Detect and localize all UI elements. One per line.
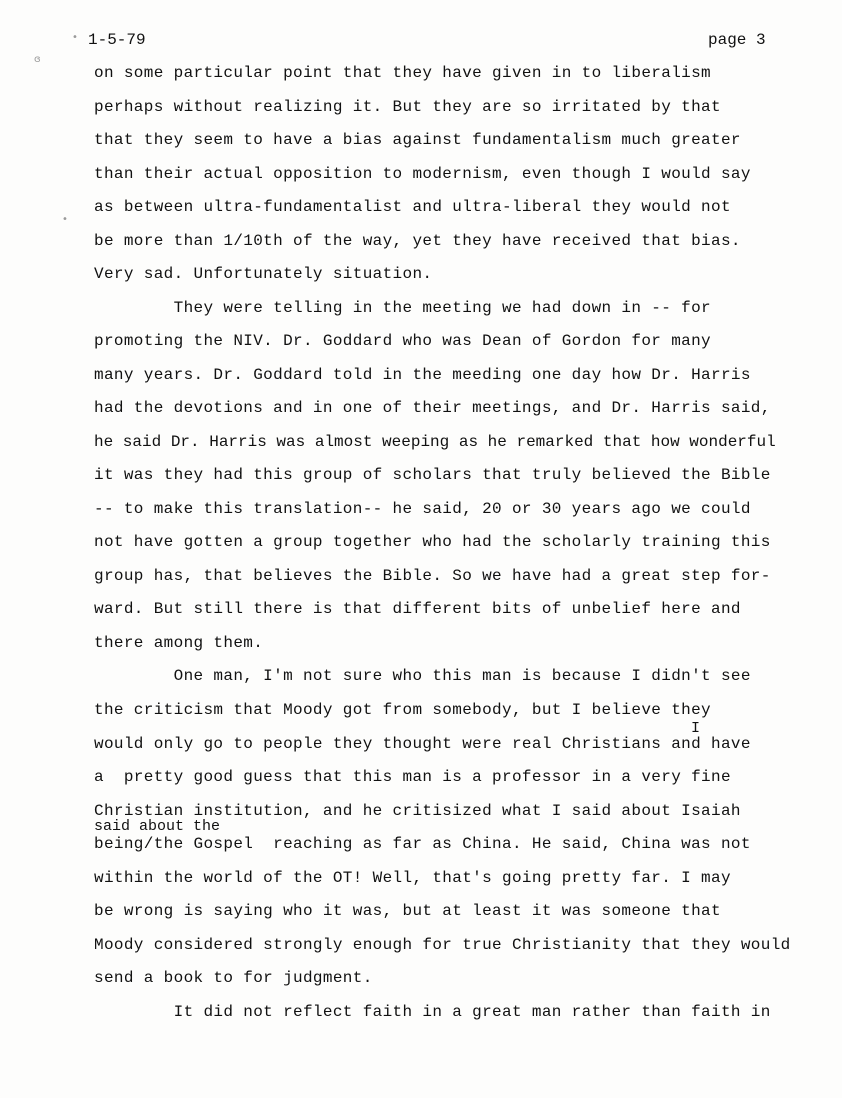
- margin-speck: ɞ: [34, 54, 41, 65]
- typed-insertion: said about the: [94, 818, 221, 835]
- text-line: perhaps without realizing it. But they are so irritated by that: [94, 98, 721, 116]
- paragraph-start-line: It did not reflect faith in a great man rather than faith in: [94, 1003, 771, 1021]
- text-line: be more than 1/10th of the way, yet they have received that bias.: [94, 232, 741, 250]
- margin-speck: •: [72, 32, 78, 43]
- text-line: Very sad. Unfortunately situation.: [94, 265, 433, 283]
- text-line: on some particular point that they have given in to liberalism: [94, 64, 711, 82]
- text-line: Moody considered strongly enough for true Christianity that they would: [94, 936, 791, 954]
- handwritten-insertion: I: [691, 720, 701, 737]
- document-date: 1-5-79: [88, 31, 146, 49]
- text-line: the criticism that Moody got from somebody, but I believe they: [94, 701, 711, 719]
- page-number: page 3: [708, 31, 766, 49]
- text-line: group has, that believes the Bible. So we have had a great step for-: [94, 567, 771, 585]
- text-line: a pretty good guess that this man is a professor in a very fine: [94, 768, 731, 786]
- text-line: it was they had this group of scholars that truly believed the Bible: [94, 466, 771, 484]
- text-line: send a book to for judgment.: [94, 969, 373, 987]
- text-line: there among them.: [94, 634, 264, 652]
- paragraph-start-line: One man, I'm not sure who this man is because I didn't see: [94, 667, 751, 685]
- text-line: had the devotions and in one of their meetings, and Dr. Harris said,: [94, 399, 771, 417]
- text-line: many years. Dr. Goddard told in the meeding one day how Dr. Harris: [94, 366, 751, 384]
- text-line: Christian institution, and he critisized what I said about Isaiah: [94, 802, 741, 820]
- text-line: not have gotten a group together who had the scholarly training this: [94, 533, 771, 551]
- text-line: as between ultra-fundamentalist and ultra-liberal they would not: [94, 198, 731, 216]
- text-line: within the world of the OT! Well, that's going pretty far. I may: [94, 869, 731, 887]
- text-line: -- to make this translation-- he said, 20 or 30 years ago we could: [94, 500, 751, 518]
- text-line: be wrong is saying who it was, but at least it was someone that: [94, 902, 721, 920]
- text-line: ward. But still there is that different bits of unbelief here and: [94, 600, 741, 618]
- text-line: promoting the NIV. Dr. Goddard who was Dean of Gordon for many: [94, 332, 711, 350]
- text-line: would only go to people they thought were real Christians and have: [94, 735, 751, 753]
- paragraph-start-line: They were telling in the meeting we had down in -- for: [94, 299, 711, 317]
- text-line: that they seem to have a bias against fundamentalism much greater: [94, 131, 741, 149]
- margin-speck: •: [62, 214, 68, 225]
- text-line: than their actual opposition to modernism, even though I would say: [94, 165, 751, 183]
- text-line-with-strikeover: being/the Gospel reaching as far as China. He said, China was not: [94, 835, 751, 853]
- text-line: he said Dr. Harris was almost weeping as he remarked that how wonderful: [94, 433, 776, 451]
